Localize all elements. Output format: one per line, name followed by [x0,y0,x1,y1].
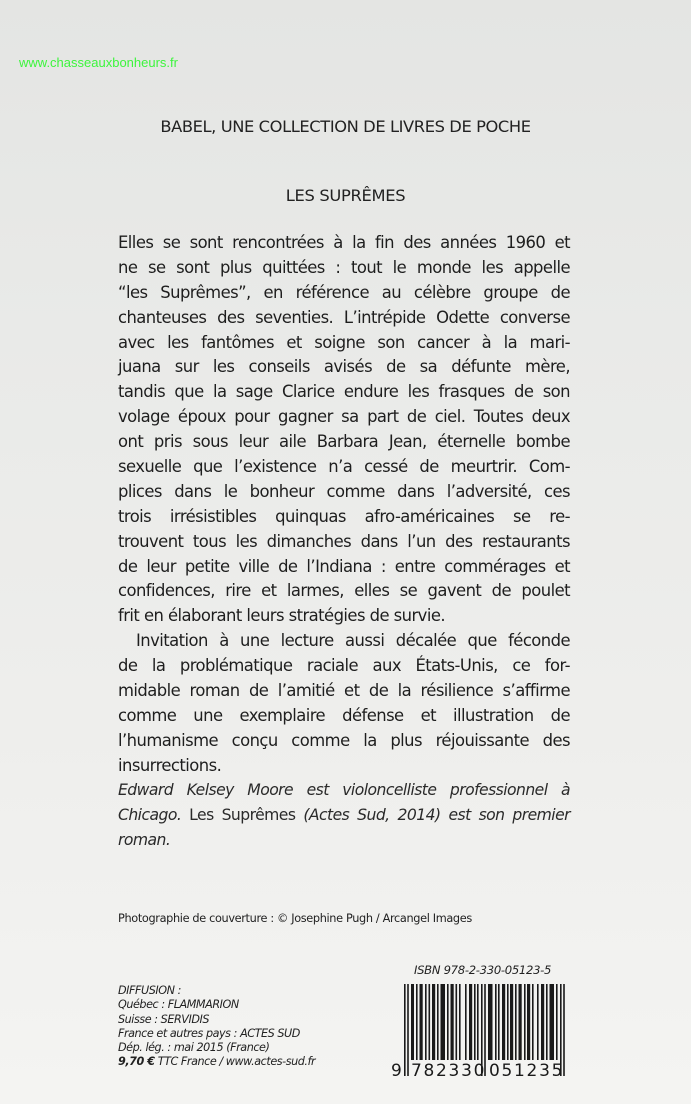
text-line: ne se sont plus quittées : tout le monde les appelle [118,257,570,277]
isbn-label: ISBN 978-2-330-05123-5 [414,963,552,977]
summary-paragraph-2 [118,629,570,778]
photo-credit: Photographie de couverture : © Josephine Pugh / Arcangel Images [118,912,472,925]
summary-paragraph-1 [118,231,570,629]
text-line: trouvent tous les dimanches dans l’un des restaurants [118,531,570,551]
author-bio-line [118,828,570,853]
author-bio-text: Edward Kelsey Moore est violoncelliste professionnel à [118,781,570,799]
diffusion-france: France et autres pays : ACTES SUD [118,1026,300,1040]
author-bio [118,778,570,853]
text-line: Invitation à une lecture aussi décalée que féconde [136,631,570,651]
text-line: avec les fantômes et soigne son cancer à la mari- [118,332,570,352]
barcode-right-digits: 051235 [489,1061,565,1081]
diffusion-heading: DIFFUSION : [118,984,181,997]
book-title-inline: Les Suprêmes [181,805,304,824]
text-line: trois irrésistibles quinquas afro-américaines se re- [118,506,570,526]
diffusion-suisse: Suisse : SERVIDIS [118,1012,209,1026]
book-title: LES SUPRÊMES [285,186,406,205]
price: 9,70 € [118,1055,155,1069]
text-line: midable roman de l’amitié et de la résilience s’affirme [118,681,570,701]
legal-deposit: Dép. lég. : mai 2015 (France) [118,1041,270,1055]
text-line: frit en élaborant leurs stratégies de survie. [118,606,446,626]
text-line: insurrections. [118,755,222,775]
text-line: tandis que la sage Clarice endure les frasques de son [118,382,570,402]
collection-heading: BABEL, UNE COLLECTION DE LIVRES DE POCHE [160,117,531,136]
author-bio-line [118,803,570,828]
watermark-url: www.chasseauxbonheurs.fr [19,55,178,70]
text-line: sexuelle que l’existence n’a cessé de meurtrir. Com- [118,457,570,477]
text-line: de leur petite ville de l’Indiana : entre commérages et [118,556,570,576]
text-line: confidences, rire et larmes, elles se gavent de poulet [118,581,570,601]
text-line: de la problématique raciale aux États-Unis, ce for- [118,656,570,676]
text-line: volage époux pour gagner sa part de ciel. Toutes deux [118,407,570,427]
author-bio-text: Chicago. [118,805,182,824]
text-line: l’humanisme conçu comme la plus réjouissante des [118,730,570,750]
author-bio-text: (Actes Sud, 2014) est son premier [303,805,570,824]
price-line [118,1055,315,1069]
barcode-lead-digit: 9 [391,1061,402,1081]
diffusion-quebec: Québec : FLAMMARION [118,998,239,1012]
text-line: juana sur les conseils avisés de sa défunte mère, [118,357,570,377]
text-line: ont pris sous leur aile Barbara Jean, éternelle bombe [118,432,570,452]
barcode-left-digits: 782330 [411,1061,487,1081]
text-line: chanteuses des seventies. L’intrépide Odette converse [118,307,570,327]
text-line: comme une exemplaire défense et illustration de [118,705,570,725]
author-bio-line [118,778,570,803]
text-line: “les Suprêmes”, en référence au célèbre groupe de [118,282,570,302]
author-bio-text: roman. [118,830,171,849]
text-line: plices dans le bonheur comme dans l’adversité, ces [118,481,570,501]
price-suffix: TTC France / www.actes-sud.fr [154,1055,316,1069]
text-line: Elles se sont rencontrées à la fin des années 1960 et [118,233,570,252]
book-summary [118,231,570,779]
diffusion-block [118,984,315,1070]
